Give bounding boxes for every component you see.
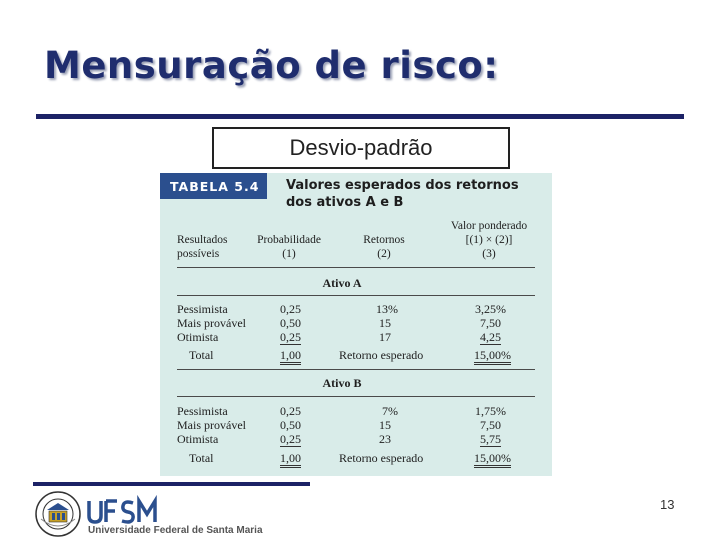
table-total-row [160, 451, 552, 465]
title-divider [36, 114, 684, 119]
row-return: 7% [382, 404, 398, 418]
row-label: Otimista [177, 432, 219, 446]
ufsm-logo [33, 489, 307, 539]
row-label: Otimista [177, 330, 219, 344]
header-weighted-value [444, 219, 534, 261]
header-outcomes [177, 233, 227, 261]
table-caption-line1: Valores esperados dos retornos [286, 178, 519, 193]
total-return-label: Retorno esperado [339, 348, 424, 362]
row-label: Mais provável [177, 316, 246, 330]
header-probability [254, 233, 324, 261]
table-row [160, 316, 552, 330]
table-total-row [160, 348, 552, 362]
header-returns-line1: Retornos [363, 234, 405, 246]
table-row [160, 302, 552, 316]
row-value: 4,25 [480, 330, 501, 344]
subtitle-box [212, 127, 510, 169]
table-caption-line2: dos ativos A e B [286, 195, 404, 210]
row-label: Pessimista [177, 404, 228, 418]
row-value: 7,50 [480, 316, 501, 330]
total-return-label: Retorno esperado [339, 451, 424, 465]
row-value: 5,75 [480, 432, 501, 446]
header-weighted-line2: [(1) × (2)] [465, 234, 513, 246]
row-prob: 0,25 [280, 330, 301, 344]
subtitle-text: Desvio-padrão [289, 135, 433, 160]
row-value: 1,75% [475, 404, 506, 418]
row-prob: 0,50 [280, 418, 301, 432]
row-label: Pessimista [177, 302, 228, 316]
row-return: 23 [379, 432, 391, 446]
table-tag: TABELA 5.4 [160, 173, 267, 199]
header-probability-line1: Probabilidade [257, 234, 321, 246]
total-label: Total [189, 451, 214, 465]
table-rule [177, 396, 535, 397]
row-value: 3,25% [475, 302, 506, 316]
row-return: 15 [379, 316, 391, 330]
header-outcomes-line1: Resultados [177, 234, 228, 246]
row-value: 7,50 [480, 418, 501, 432]
header-weighted-line3: (3) [482, 248, 496, 260]
row-return: 15 [379, 418, 391, 432]
table-row [160, 418, 552, 432]
footer-divider [33, 482, 310, 486]
total-value: 15,00% [474, 451, 511, 468]
total-value: 15,00% [474, 348, 511, 365]
page-number: 13 [660, 497, 675, 512]
total-label: Total [189, 348, 214, 362]
header-outcomes-line2: possíveis [177, 248, 220, 260]
header-returns [354, 233, 414, 261]
returns-table [160, 173, 552, 476]
row-prob: 0,50 [280, 316, 301, 330]
row-prob: 0,25 [280, 302, 301, 316]
table-row [160, 330, 552, 344]
table-rule [177, 267, 535, 268]
table-row [160, 404, 552, 418]
university-name: Universidade Federal de Santa Maria [88, 525, 263, 536]
table-rule [177, 369, 535, 370]
slide-title: Mensuração de risco: [44, 44, 499, 87]
total-prob: 1,00 [280, 348, 301, 365]
row-return: 13% [376, 302, 398, 316]
row-prob: 0,25 [280, 404, 301, 418]
table-row [160, 432, 552, 446]
row-label: Mais provável [177, 418, 246, 432]
header-returns-line2: (2) [377, 248, 391, 260]
section-title-b: Ativo B [322, 376, 362, 390]
header-probability-line2: (1) [282, 248, 296, 260]
row-return: 17 [379, 330, 391, 344]
section-title-a: Ativo A [322, 276, 362, 290]
total-prob: 1,00 [280, 451, 301, 468]
table-caption [286, 177, 548, 211]
table-rule [177, 295, 535, 296]
header-weighted-line1: Valor ponderado [450, 220, 528, 232]
row-prob: 0,25 [280, 432, 301, 446]
